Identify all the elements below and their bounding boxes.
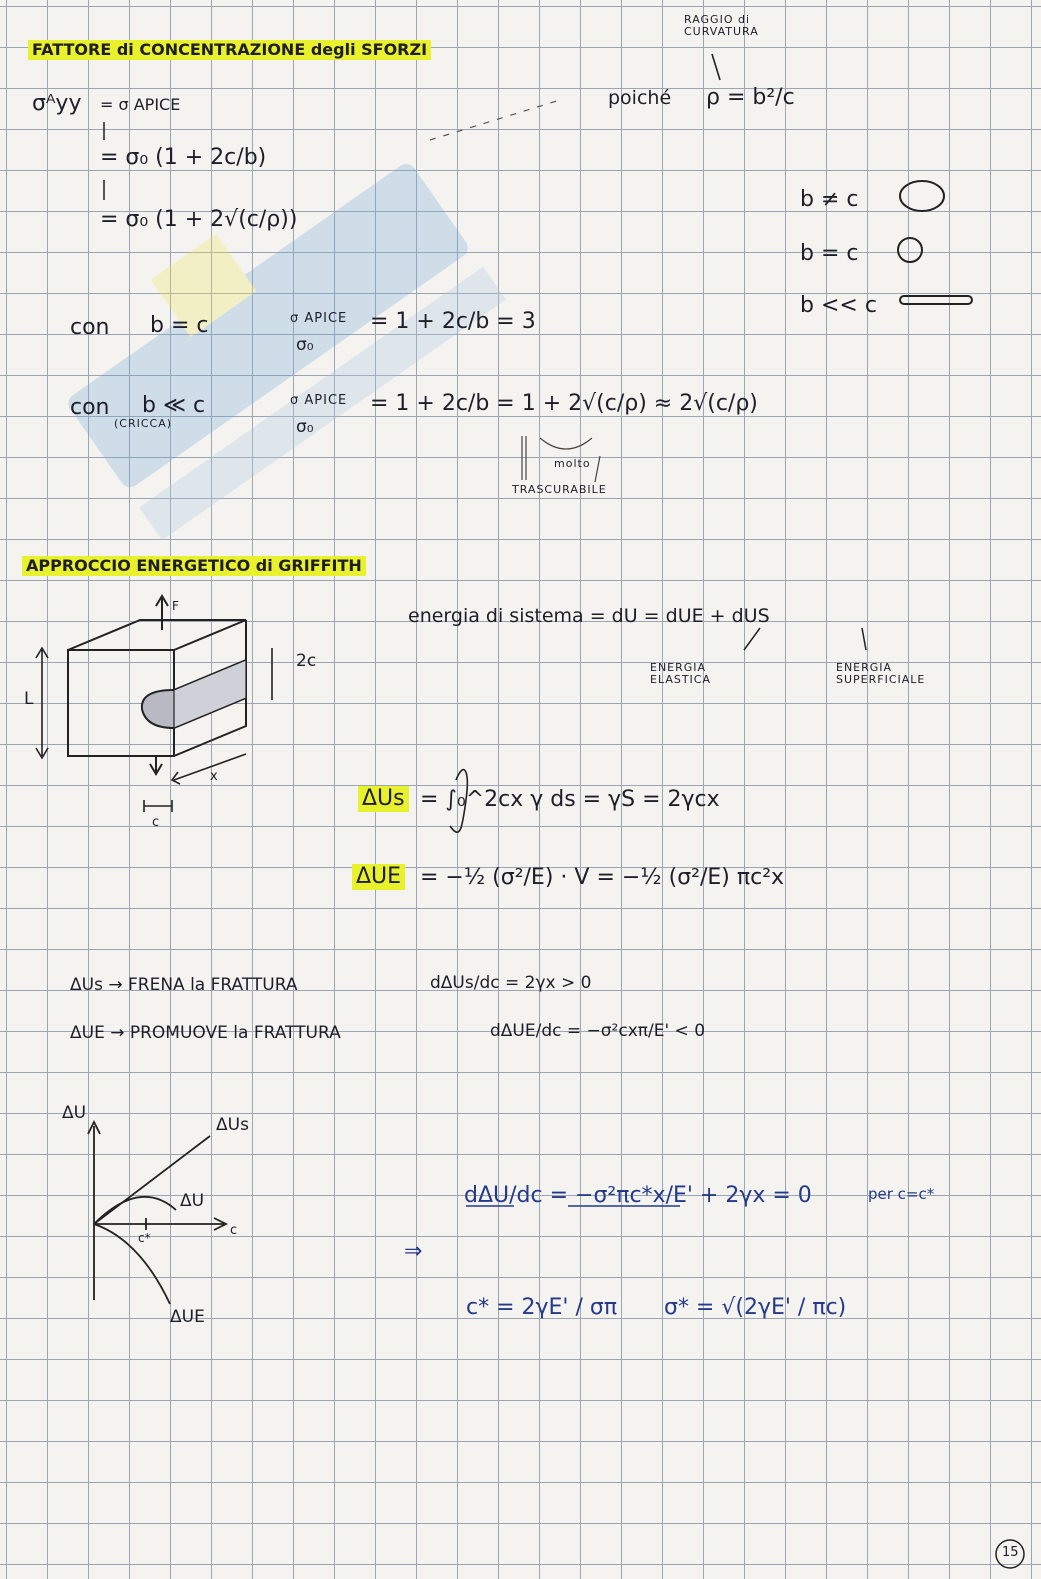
negligible-arrows <box>522 436 600 482</box>
dashed-link <box>430 100 560 140</box>
eq-sigma-apice: = σ APICE <box>100 95 181 114</box>
poiche-label: poiché <box>608 87 672 109</box>
implies-arrow: ⇒ <box>404 1239 423 1264</box>
ratio-numerator-1: σ APICE <box>290 311 348 326</box>
row-ue-derivative: dΔUE/dc = −σ²cxπ/E' < 0 <box>490 1021 706 1041</box>
dimension-L <box>36 648 48 758</box>
ratio-result-crack: = 1 + 2c/b = 1 + 2√(c/ρ) ≈ 2√(c/ρ) <box>370 391 758 416</box>
negligible-brace <box>540 438 592 449</box>
energy-arrows <box>744 628 866 650</box>
crack-block-figure <box>68 620 246 756</box>
figure-x-label: x <box>210 769 218 784</box>
ellipse-shape-icon <box>900 181 944 211</box>
section-title-concentration: FATTORE di CONCENTRAZIONE degli SFORZI <box>28 40 431 60</box>
graph-ue-label: ΔUE <box>170 1307 205 1327</box>
graph-us-line <box>94 1136 210 1224</box>
shape-case-b-neq-c: b ≠ c <box>800 187 859 212</box>
delta-us-expression: = ∫₀^2cx γ ds = γS = 2γcx <box>420 787 720 812</box>
ratio-result-3: = 1 + 2c/b = 3 <box>370 309 536 334</box>
graph-us-label: ΔUs <box>216 1115 249 1135</box>
condition-b-ll-c: b ≪ c <box>142 393 206 418</box>
sigma-yy-label: σᴬyy <box>32 91 82 116</box>
delta-ue-label: ΔUE <box>352 864 405 890</box>
ratio-denominator-2: σ₀ <box>296 417 314 437</box>
per-cstar-note: per c=c* <box>868 1185 935 1203</box>
energia-elastica-label: ENERGIA ELASTICA <box>650 661 712 687</box>
energy-graph <box>88 1122 226 1304</box>
figure-force-label: F <box>172 599 179 613</box>
energia-superficiale-label: ENERGIA SUPERFICIALE <box>836 661 926 687</box>
raggio-note: RAGGIO di CURVATURA <box>684 13 759 39</box>
eq-sigma-2c-over-b: = σ₀ (1 + 2c/b) <box>100 145 267 170</box>
cricca-label: (CRICCA) <box>114 417 173 430</box>
graph-cstar-label: c* <box>138 1231 151 1245</box>
force-up-arrow <box>156 596 168 630</box>
row-us-brakes-fracture: ΔUs → FRENA la FRATTURA <box>70 975 298 995</box>
graph-x-label: c <box>230 1223 238 1238</box>
ratio-denominator-1: σ₀ <box>296 335 314 355</box>
force-down-arrow <box>150 756 162 774</box>
rho-expression: ρ = b²/c <box>706 85 795 110</box>
row-us-derivative: dΔUs/dc = 2γx > 0 <box>430 973 592 993</box>
figure-c-label: c <box>152 815 160 830</box>
graph-y-label: ΔU <box>62 1103 87 1123</box>
eq-sigma-root-c-rho: = σ₀ (1 + 2√(c/ρ)) <box>100 207 298 232</box>
condition-b-eq-c: b = c <box>150 313 209 338</box>
con-label-2: con <box>70 395 110 420</box>
page-number-circle <box>996 1540 1024 1568</box>
section-title-griffith: APPROCCIO ENERGETICO di GRIFFITH <box>22 556 366 576</box>
cstar-equation: c* = 2γE' / σπ <box>466 1295 618 1320</box>
dimension-c <box>144 800 172 812</box>
slit-shape-icon <box>900 296 972 304</box>
shape-case-b-eq-c: b = c <box>800 241 859 266</box>
delta-ue-expression: = −½ (σ²/E) · V = −½ (σ²/E) πc²x <box>420 865 785 890</box>
page-number: 15 <box>1002 1545 1019 1560</box>
figure-length-label: L <box>24 689 34 709</box>
graph-u-label: ΔU <box>180 1191 205 1211</box>
molto-note: molto <box>554 457 591 470</box>
trascurabile-note: TRASCURABILE <box>512 483 607 496</box>
shape-case-b-ll-c: b << c <box>800 293 877 318</box>
dimension-x <box>172 754 246 784</box>
con-label-1: con <box>70 315 110 340</box>
delta-us-label: ΔUs <box>358 786 409 812</box>
derivative-equation: dΔU/dc = −σ²πc*x/E' + 2γx = 0 <box>464 1183 812 1208</box>
integral-sign <box>450 770 467 833</box>
raggio-arrow <box>712 54 720 80</box>
sigmastar-equation: σ* = √(2γE' / πc) <box>664 1295 847 1320</box>
graph-u-curve <box>94 1197 176 1224</box>
circle-shape-icon <box>898 238 922 262</box>
ratio-numerator-2: σ APICE <box>290 393 348 408</box>
energy-system-line: energia di sistema = dU = dUE + dUS <box>408 605 770 627</box>
row-ue-promotes-fracture: ΔUE → PROMUOVE la FRATTURA <box>70 1023 341 1043</box>
figure-2c-label: 2c <box>296 651 317 671</box>
graph-ue-curve <box>94 1224 170 1304</box>
